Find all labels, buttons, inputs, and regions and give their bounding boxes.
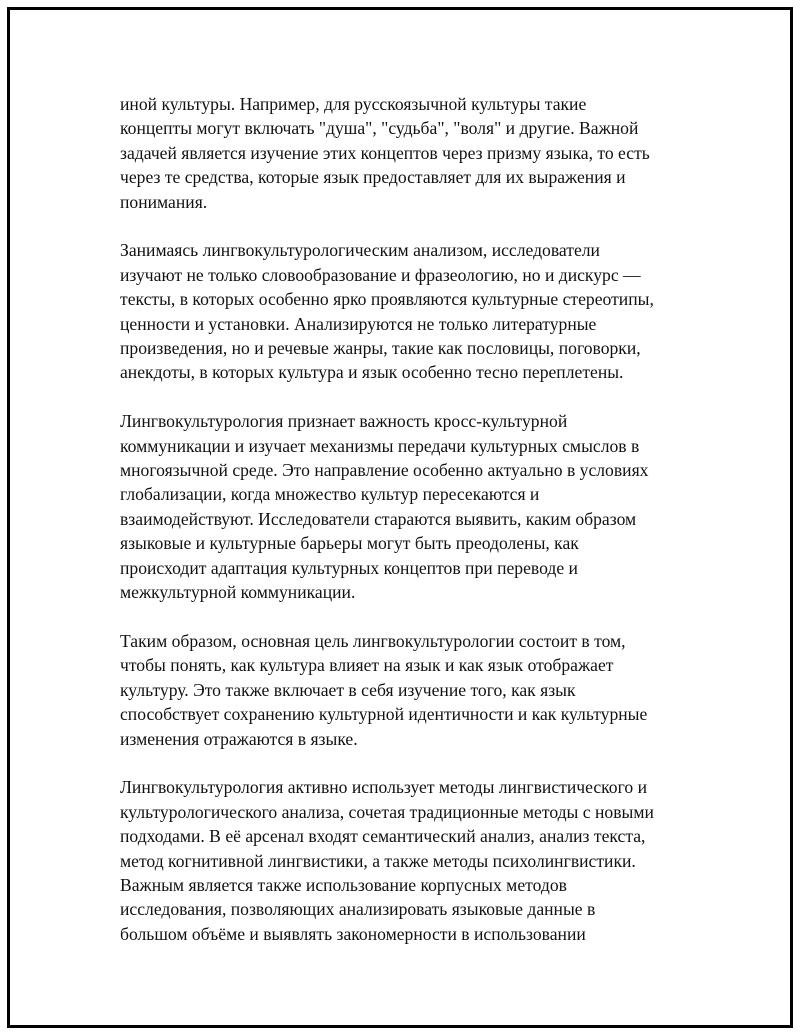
text-line: межкультурной коммуникации.: [120, 582, 356, 603]
text-line: иной культуры. Например, для русскоязычной культуры такие: [120, 94, 587, 114]
text-line: Занимаясь лингвокультурологическим анализом, исследователи: [120, 240, 600, 261]
text-line: концепты могут включать "душа", "судьба", "воля" и другие. Важной: [120, 118, 639, 139]
text-line: коммуникации и изучает механизмы передачи культурных смыслов в: [120, 435, 640, 456]
text-line: глобализации, когда множество культур пересекаются и: [120, 484, 540, 505]
text-line: культуру. Это также включает в себя изучение того, как язык: [120, 679, 576, 700]
text-line: тексты, в которых особенно ярко проявляются культурные стереотипы,: [120, 289, 654, 310]
paragraph-3: [120, 409, 700, 604]
text-line: через те средства, которые язык предоставляет для их выражения и: [120, 167, 626, 188]
document-body: [120, 92, 700, 971]
text-line: изменения отражаются в языке.: [120, 728, 358, 749]
text-line: анекдоты, в которых культура и язык особенно тесно переплетены.: [120, 362, 624, 383]
paragraph-1: [120, 92, 700, 214]
text-line: ценности и установки. Анализируются не только литературные: [120, 313, 597, 334]
text-line: Лингвокультурология признает важность кросс-культурной: [120, 411, 568, 432]
text-line: Важным является также использование корпусных методов: [120, 874, 567, 895]
text-line: языковые и культурные барьеры могут быть преодолены, как: [120, 533, 579, 554]
text-line: произведения, но и речевые жанры, такие как пословицы, поговорки,: [120, 338, 641, 359]
text-line: большом объёме и выявлять закономерности в использовании: [120, 923, 586, 944]
text-line: чтобы понять, как культура влияет на язык и как язык отображает: [120, 655, 614, 676]
text-line: способствует сохранению культурной идентичности и как культурные: [120, 704, 648, 725]
text-line: исследования, позволяющих анализировать языковые данные в: [120, 899, 596, 920]
text-line: понимания.: [120, 191, 208, 212]
text-line: Лингвокультурология активно использует методы лингвистического и: [120, 777, 647, 798]
text-line: происходит адаптация культурных концептов при переводе и: [120, 557, 578, 578]
text-line: культурологического анализа, сочетая традиционные методы с новыми: [120, 801, 654, 822]
paragraph-2: [120, 238, 700, 384]
paragraph-5: [120, 775, 700, 946]
paragraph-4: [120, 629, 700, 751]
text-line: подходами. В её арсенал входят семантический анализ, анализ текста,: [120, 826, 646, 847]
text-line: многоязычной среде. Это направление особенно актуально в условиях: [120, 460, 649, 481]
text-line: изучают не только словообразование и фразеологию, но и дискурс —: [120, 264, 641, 285]
text-line: метод когнитивной лингвистики, а также методы психолингвистики.: [120, 850, 636, 871]
text-line: Таким образом, основная цель лингвокультурологии состоит в том,: [120, 630, 626, 651]
text-line: взаимодействуют. Исследователи стараются выявить, каким образом: [120, 508, 637, 529]
text-line: задачей является изучение этих концептов через призму языка, то есть: [120, 142, 650, 163]
